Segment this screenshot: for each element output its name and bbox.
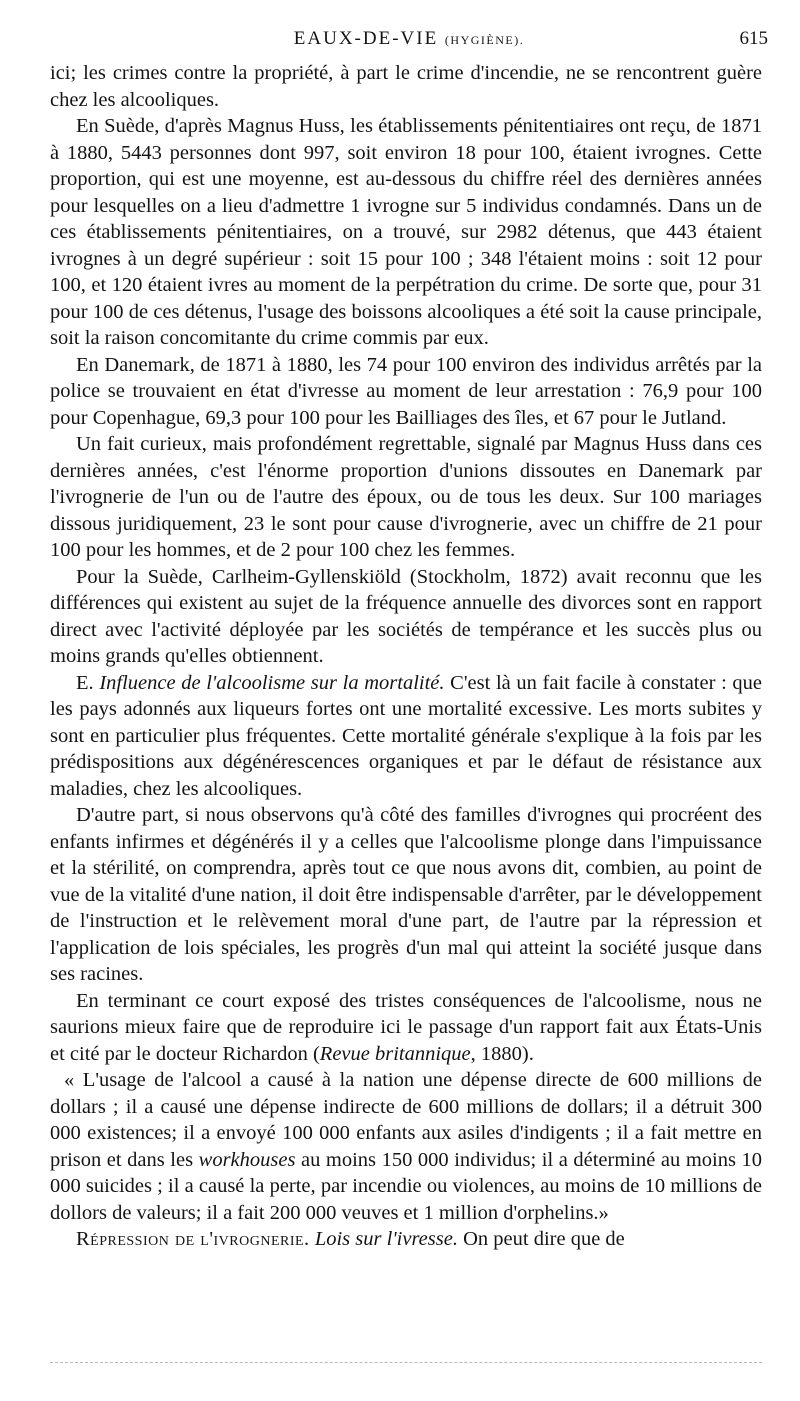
section-heading-mortality: Influence de l'alcoolisme sur la mortalité. — [99, 671, 445, 694]
quote-part-1: « L'usage de l'alcool a causé à la nation une dépense directe de 600 millions de dollars ; il a causé une dépense indirecte de 600 millions de dollars; il a détruit 300 000 existences; il a envoyé 100 000 enfants aux asiles d'indigents ; il a fait mettre en prison et dans les — [50, 1069, 762, 1171]
body-text — [50, 60, 762, 1253]
paragraph-conclusion — [50, 988, 762, 1068]
paragraph-continuation: ici; les crimes contre la propriété, à part le crime d'incendie, ne se rencontrent guère chez les alcooliques. — [50, 62, 762, 111]
paragraph-divorces: Un fait curieux, mais profondément regrettable, signalé par Magnus Huss dans ces dernières années, c'est l'énorme proportion d'unions dissoutes en Danemark par l'ivrognerie de l'un ou de l'autre des époux, ou de tous les deux. Sur 100 mariages dissous juridiquement, 23 le sont pour cause d'ivrognerie, avec un chiffre de 21 pour 100 pour les hommes, et de 2 pour 100 chez les femmes. — [50, 433, 762, 561]
paragraph-mortality — [50, 670, 762, 803]
mortality-text: C'est là un fait facile à constater : que les pays adonnés aux liqueurs fortes ont une mortalité excessive. Les morts subites y sont en particulier plus fréquentes. Cette mortalité générale s'explique à la fois par les prédispositions aux dégénérescences organiques et par le défaut de résistance aux maladies, chez les alcooliques. — [50, 671, 763, 800]
footer-scan-line — [50, 1362, 762, 1363]
section-subtitle-lois: Lois sur l'ivresse. — [314, 1228, 458, 1250]
section-title-repression: Répression de l'ivrognerie. — [76, 1228, 310, 1250]
page-number: 615 — [739, 28, 768, 49]
quotation — [50, 1067, 762, 1226]
header-title: EAUX-DE-VIE — [293, 28, 439, 49]
paragraph-repression — [50, 1226, 762, 1253]
quote-part-2: au moins 150 000 individus; il a déterminé au moins 10 000 suicides ; il a causé la perte, par incendie ou violences, au moins de 10 millions de dollors de valeurs; il a fait 200 000 veuves et 1 million d'orphelins.» — [50, 1148, 762, 1224]
header-subtitle: (HYGIÈNE). — [444, 33, 525, 47]
paragraph-suede-prisons: En Suède, d'après Magnus Huss, les établissements pénitentiaires ont reçu, de 1871 à 1880, 5443 personnes dont 997, soit environ 18 pour 100, étaient ivrognes. Cette proportion, qui est une moyenne, est au-dessous du chiffre réel des dernières années pour lesquelles on a lieu d'admettre 1 ivrogne sur 5 individus condamnés. Dans un de ces établissements pénitentiaires, on a trouvé, sur 2982 détenus, que 443 étaient ivrognes à un degré supérieur : soit 15 pour 100 ; 348 l'étaient moins : soit 12 pour 100, et 120 étaient ivres au moment de la perpétration du crime. De sorte que, pour 31 pour 100 de ces détenus, l'usage des boissons alcooliques a été soit la cause principale, soit la raison concomitante du crime commis par eux. — [50, 115, 762, 349]
paragraph-vitality: D'autre part, si nous observons qu'à côté des familles d'ivrognes qui procréent des enfants infirmes et dégénérés il y a celles que l'alcoolisme plonge dans l'impuissance et la stérilité, on comprendra, après tout ce que nous avons dit, combien, au point de vue de la vitalité d'une nation, il doit être indispensable d'arrêter, par le développement de l'instruction et le relèvement moral d'une part, de l'autre par la répression et l'application de lois spéciales, les progrès d'un mal qui atteint la société jusque dans ses racines. — [50, 804, 762, 985]
running-header — [50, 28, 768, 56]
conclusion-text-before: En terminant ce court exposé des tristes conséquences de l'alcoolisme, nous ne saurions mieux faire que de reproduire ici le passage d'un rapport fait aux États-Unis et cité par le docteur Richardon ( — [50, 989, 762, 1065]
paragraph-temperance: Pour la Suède, Carlheim-Gyllenskiöld (Stockholm, 1872) avait reconnu que les différences qui existent au sujet de la fréquence annuelle des divorces sont en rapport direct avec l'activité déployée par les sociétés de tempérance et les succès plus ou moins grands qu'elles obtiennent. — [50, 565, 762, 667]
quote-emphasis: workhouses — [198, 1148, 296, 1171]
repression-text: On peut dire que de — [463, 1228, 625, 1250]
running-title — [50, 28, 768, 50]
paragraph-danemark-arrests: En Danemark, de 1871 à 1880, les 74 pour 100 environ des individus arrêtés par la police se trouvaient en état d'ivresse au moment de leur arrestation : 76,9 pour 100 pour Copenhague, 69,3 pour 100 pour les Bailliages des îles, et 67 pour le Jutland. — [50, 353, 762, 429]
source-title: Revue britannique — [319, 1042, 471, 1065]
section-letter: E. — [76, 671, 94, 694]
conclusion-text-after: , 1880). — [470, 1042, 534, 1065]
